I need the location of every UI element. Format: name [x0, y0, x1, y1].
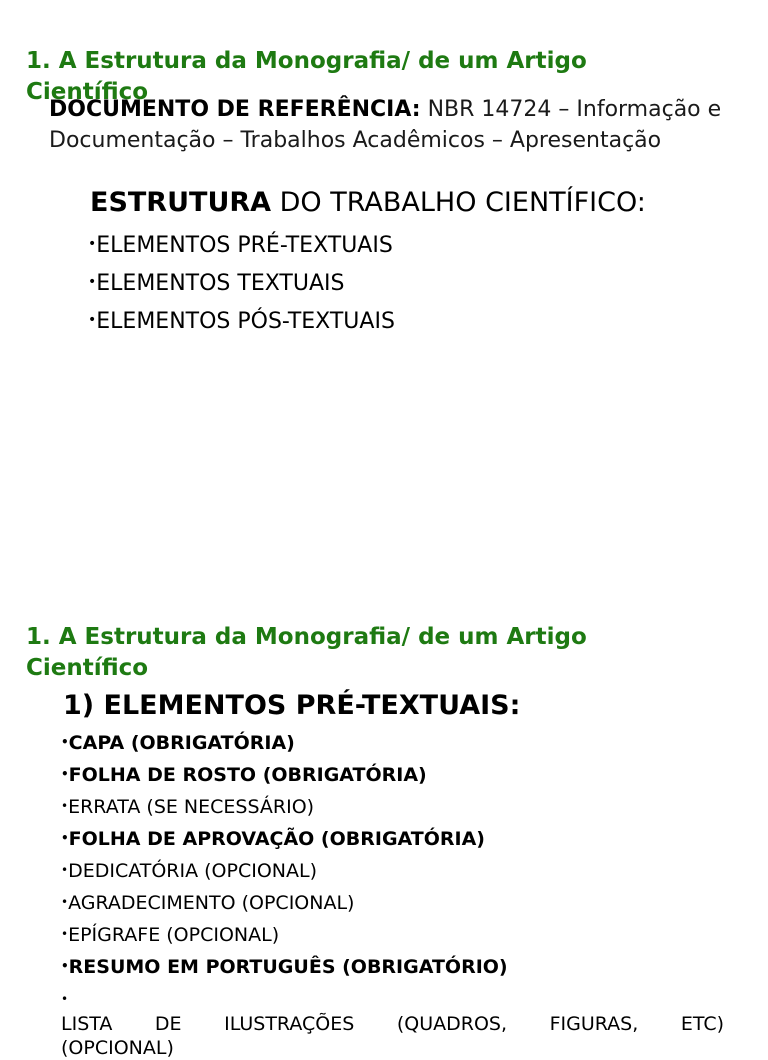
reference-document — [49, 94, 729, 156]
reference-text: NBR 14724 – Informação e Documentação – Trabalhos Acadêmicos – Apresentação — [49, 97, 722, 153]
slide-2-title: 1. A Estrutura da Monografia/ de um Artigo Científico — [26, 624, 587, 681]
list-item-folha-de-rosto: • FOLHA DE ROSTO (OBRIGATÓRIA) — [61, 759, 724, 791]
structure-heading-rest: DO TRABALHO CIENTÍFICO: — [271, 187, 646, 218]
list-item-folha-de-aprovacao: • FOLHA DE APROVAÇÃO (OBRIGATÓRIA) — [61, 823, 724, 855]
structure-item-textual: • ELEMENTOS TEXTUAIS — [88, 264, 395, 302]
structure-heading-bold: ESTRUTURA — [90, 187, 272, 218]
structure-heading — [90, 184, 646, 222]
list-item-resumo: • RESUMO EM PORTUGUÊS (OBRIGATÓRIO) — [61, 951, 724, 983]
list-item-errata: • ERRATA (SE NECESSÁRIO) — [61, 791, 724, 823]
list-item-epigrafe: • EPÍGRAFE (OPCIONAL) — [61, 919, 724, 951]
pre-textual-list — [61, 727, 724, 1060]
list-item-agradecimento: • AGRADECIMENTO (OPCIONAL) — [61, 887, 724, 919]
slide-1 — [0, 0, 768, 512]
reference-label: DOCUMENTO DE REFERÊNCIA: — [49, 97, 421, 122]
list-item-lista-line-1: • LISTA DE ILUSTRAÇÕES (QUADROS, FIGURAS, ETC) — [61, 1013, 724, 1035]
list-item-dedicatoria: • DEDICATÓRIA (OPCIONAL) — [61, 855, 724, 887]
structure-item-pre-textual: • ELEMENTOS PRÉ-TEXTUAIS — [88, 226, 395, 264]
list-item-capa: • CAPA (OBRIGATÓRIA) — [61, 727, 724, 759]
pre-textual-heading: 1) ELEMENTOS PRÉ-TEXTUAIS: — [63, 690, 521, 721]
structure-item-post-textual: • ELEMENTOS PÓS-TEXTUAIS — [88, 302, 395, 340]
structure-list — [88, 226, 395, 340]
slide-2 — [0, 512, 768, 1059]
slide-1-title: 1. A Estrutura da Monografia/ de um Artigo Científico — [26, 48, 587, 105]
list-item-lista-line-2: (OPCIONAL) — [61, 1037, 174, 1059]
list-item-lista-de-ilustracoes — [61, 983, 724, 1060]
